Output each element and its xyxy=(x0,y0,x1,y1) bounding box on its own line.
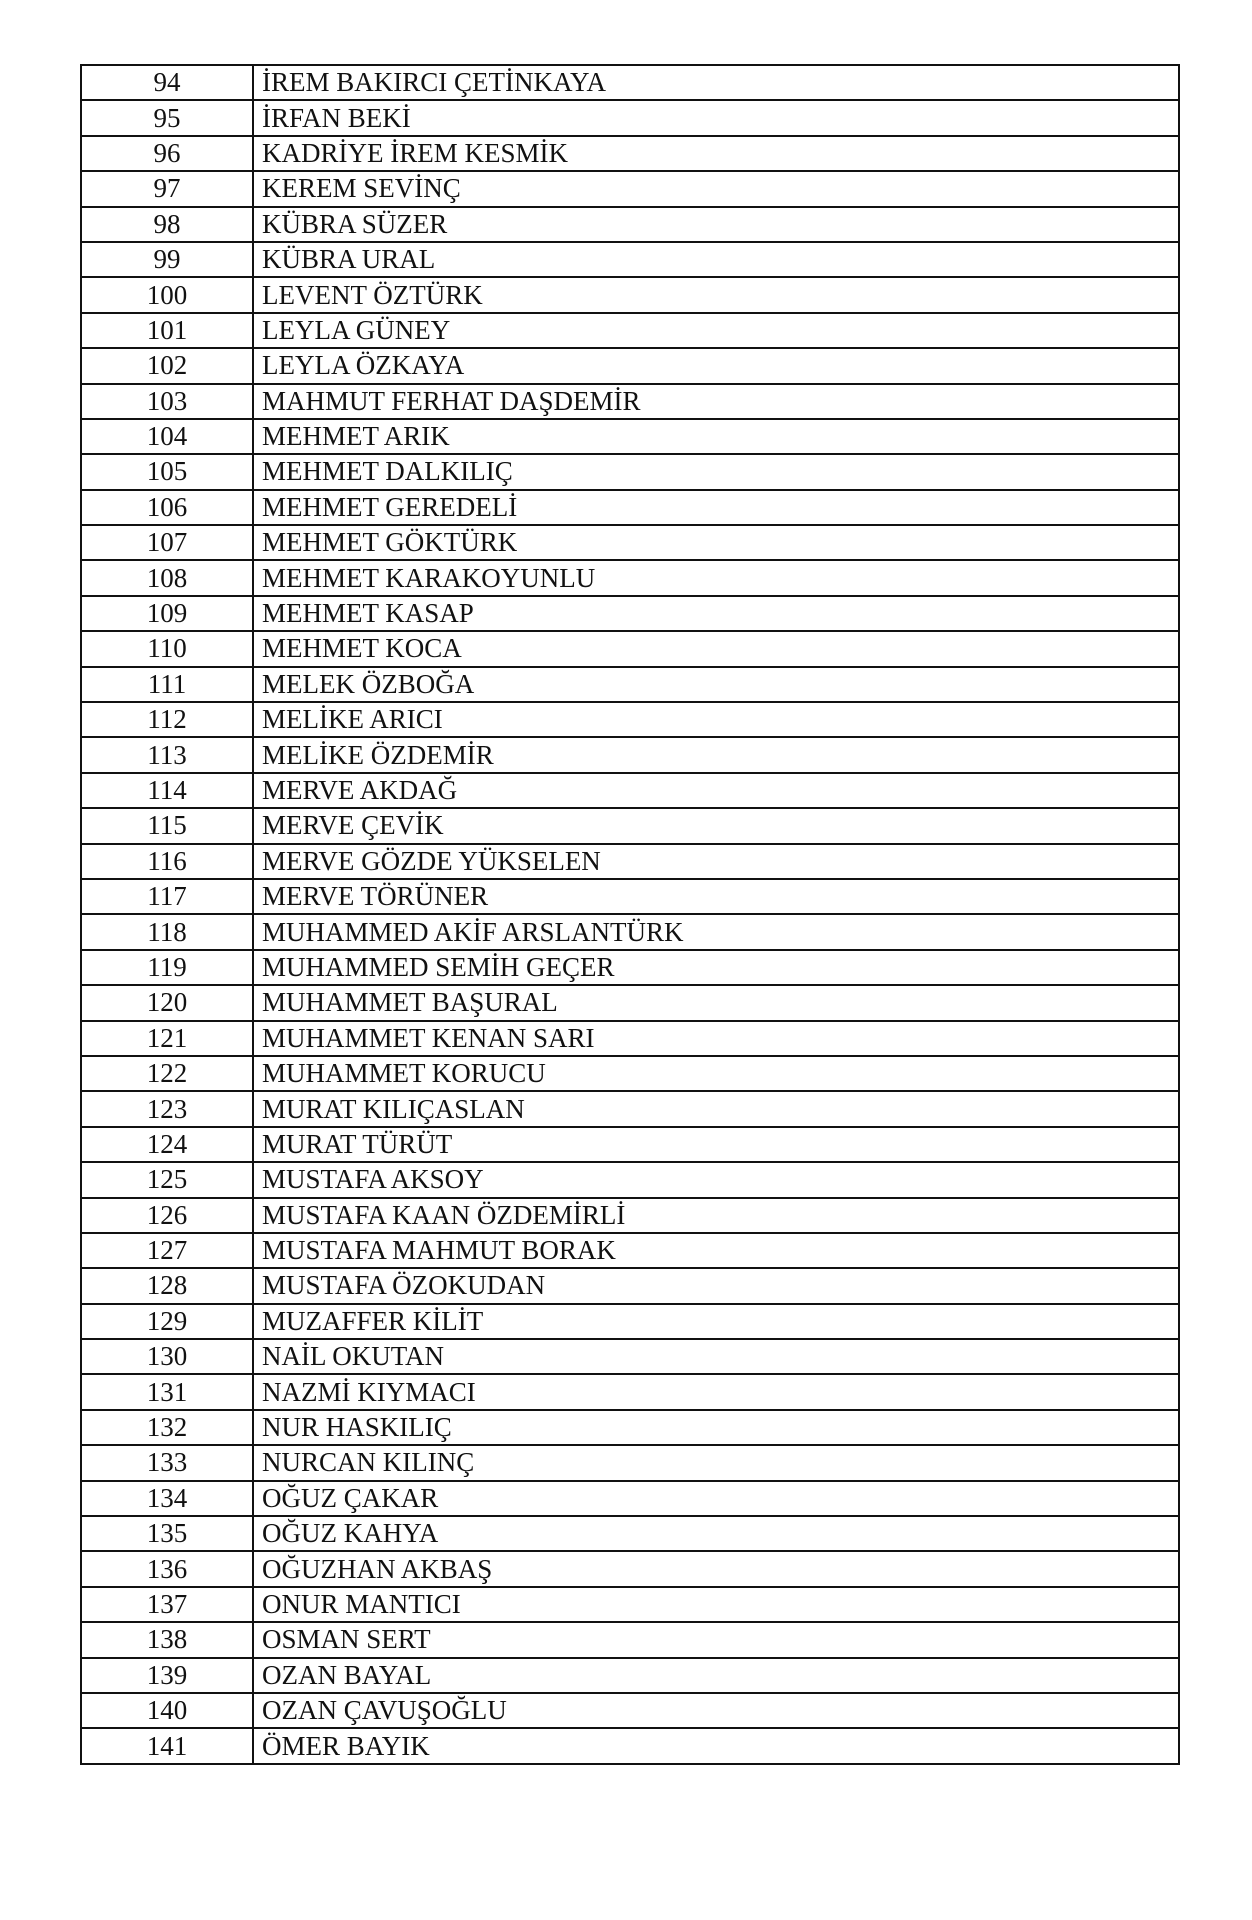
table-row xyxy=(81,277,1179,312)
row-number-cell: 97 xyxy=(81,171,253,206)
table-row xyxy=(81,702,1179,737)
row-number-cell: 127 xyxy=(81,1233,253,1268)
person-name-cell: NAZMİ KIYMACI xyxy=(253,1374,1179,1409)
row-number-cell: 107 xyxy=(81,525,253,560)
table-row xyxy=(81,667,1179,702)
row-number-cell: 98 xyxy=(81,207,253,242)
table-row xyxy=(81,1374,1179,1409)
row-number-cell: 115 xyxy=(81,808,253,843)
person-name-cell: MUSTAFA ÖZOKUDAN xyxy=(253,1268,1179,1303)
table-row xyxy=(81,985,1179,1020)
table-row xyxy=(81,242,1179,277)
row-number-cell: 136 xyxy=(81,1551,253,1586)
table-row xyxy=(81,914,1179,949)
person-name-cell: KEREM SEVİNÇ xyxy=(253,171,1179,206)
person-name-cell: MEHMET KARAKOYUNLU xyxy=(253,560,1179,595)
row-number-cell: 106 xyxy=(81,490,253,525)
row-number-cell: 140 xyxy=(81,1693,253,1728)
table-row xyxy=(81,1693,1179,1728)
row-number-cell: 132 xyxy=(81,1410,253,1445)
table-row xyxy=(81,1551,1179,1586)
table-row xyxy=(81,1516,1179,1551)
table-row xyxy=(81,1339,1179,1374)
row-number-cell: 114 xyxy=(81,773,253,808)
table-body xyxy=(81,65,1179,1764)
person-name-cell: OSMAN SERT xyxy=(253,1622,1179,1657)
person-name-cell: NAİL OKUTAN xyxy=(253,1339,1179,1374)
person-name-cell: MAHMUT FERHAT DAŞDEMİR xyxy=(253,384,1179,419)
row-number-cell: 95 xyxy=(81,100,253,135)
row-number-cell: 111 xyxy=(81,667,253,702)
person-name-cell: MUHAMMET KENAN SARI xyxy=(253,1021,1179,1056)
row-number-cell: 124 xyxy=(81,1127,253,1162)
row-number-cell: 135 xyxy=(81,1516,253,1551)
row-number-cell: 125 xyxy=(81,1162,253,1197)
row-number-cell: 133 xyxy=(81,1445,253,1480)
table-row xyxy=(81,1091,1179,1126)
person-name-cell: MERVE GÖZDE YÜKSELEN xyxy=(253,844,1179,879)
row-number-cell: 108 xyxy=(81,560,253,595)
person-name-cell: LEVENT ÖZTÜRK xyxy=(253,277,1179,312)
person-name-cell: MUSTAFA KAAN ÖZDEMİRLİ xyxy=(253,1198,1179,1233)
person-name-cell: MELİKE ARICI xyxy=(253,702,1179,737)
person-name-cell: KÜBRA URAL xyxy=(253,242,1179,277)
table-row xyxy=(81,171,1179,206)
person-name-cell: MEHMET GEREDELİ xyxy=(253,490,1179,525)
row-number-cell: 139 xyxy=(81,1658,253,1693)
table-row xyxy=(81,136,1179,171)
person-name-cell: MEHMET ARIK xyxy=(253,419,1179,454)
table-row xyxy=(81,1056,1179,1091)
name-list-table xyxy=(80,64,1180,1765)
row-number-cell: 110 xyxy=(81,631,253,666)
table-row xyxy=(81,384,1179,419)
row-number-cell: 116 xyxy=(81,844,253,879)
person-name-cell: MERVE TÖRÜNER xyxy=(253,879,1179,914)
table-row xyxy=(81,1481,1179,1516)
row-number-cell: 138 xyxy=(81,1622,253,1657)
person-name-cell: LEYLA GÜNEY xyxy=(253,313,1179,348)
row-number-cell: 99 xyxy=(81,242,253,277)
person-name-cell: KADRİYE İREM KESMİK xyxy=(253,136,1179,171)
table-row xyxy=(81,313,1179,348)
person-name-cell: MUHAMMED SEMİH GEÇER xyxy=(253,950,1179,985)
table-row xyxy=(81,65,1179,100)
row-number-cell: 141 xyxy=(81,1728,253,1763)
person-name-cell: NURCAN KILINÇ xyxy=(253,1445,1179,1480)
table-row xyxy=(81,419,1179,454)
table-row xyxy=(81,490,1179,525)
row-number-cell: 96 xyxy=(81,136,253,171)
table-row xyxy=(81,596,1179,631)
person-name-cell: MEHMET DALKILIÇ xyxy=(253,454,1179,489)
person-name-cell: NUR HASKILIÇ xyxy=(253,1410,1179,1445)
person-name-cell: MELİKE ÖZDEMİR xyxy=(253,737,1179,772)
table-row xyxy=(81,1021,1179,1056)
table-row xyxy=(81,525,1179,560)
row-number-cell: 109 xyxy=(81,596,253,631)
table-row xyxy=(81,879,1179,914)
table-row xyxy=(81,844,1179,879)
person-name-cell: MURAT TÜRÜT xyxy=(253,1127,1179,1162)
person-name-cell: MERVE AKDAĞ xyxy=(253,773,1179,808)
table-row xyxy=(81,100,1179,135)
row-number-cell: 101 xyxy=(81,313,253,348)
person-name-cell: MEHMET KASAP xyxy=(253,596,1179,631)
person-name-cell: MEHMET GÖKTÜRK xyxy=(253,525,1179,560)
person-name-cell: MERVE ÇEVİK xyxy=(253,808,1179,843)
person-name-cell: MUZAFFER KİLİT xyxy=(253,1304,1179,1339)
person-name-cell: OĞUZHAN AKBAŞ xyxy=(253,1551,1179,1586)
row-number-cell: 118 xyxy=(81,914,253,949)
row-number-cell: 117 xyxy=(81,879,253,914)
table-row xyxy=(81,773,1179,808)
row-number-cell: 130 xyxy=(81,1339,253,1374)
person-name-cell: MUHAMMED AKİF ARSLANTÜRK xyxy=(253,914,1179,949)
person-name-cell: OĞUZ KAHYA xyxy=(253,1516,1179,1551)
table-row xyxy=(81,1410,1179,1445)
person-name-cell: KÜBRA SÜZER xyxy=(253,207,1179,242)
person-name-cell: OĞUZ ÇAKAR xyxy=(253,1481,1179,1516)
person-name-cell: MELEK ÖZBOĞA xyxy=(253,667,1179,702)
row-number-cell: 121 xyxy=(81,1021,253,1056)
person-name-cell: MURAT KILIÇASLAN xyxy=(253,1091,1179,1126)
row-number-cell: 102 xyxy=(81,348,253,383)
table-row xyxy=(81,808,1179,843)
row-number-cell: 123 xyxy=(81,1091,253,1126)
person-name-cell: MEHMET KOCA xyxy=(253,631,1179,666)
table-row xyxy=(81,1622,1179,1657)
table-row xyxy=(81,1728,1179,1763)
table-row xyxy=(81,1198,1179,1233)
table-row xyxy=(81,1658,1179,1693)
table-row xyxy=(81,207,1179,242)
table-row xyxy=(81,631,1179,666)
table-row xyxy=(81,950,1179,985)
person-name-cell: MUSTAFA AKSOY xyxy=(253,1162,1179,1197)
row-number-cell: 128 xyxy=(81,1268,253,1303)
table-row xyxy=(81,348,1179,383)
table-row xyxy=(81,1268,1179,1303)
row-number-cell: 105 xyxy=(81,454,253,489)
row-number-cell: 126 xyxy=(81,1198,253,1233)
person-name-cell: MUHAMMET BAŞURAL xyxy=(253,985,1179,1020)
table-row xyxy=(81,1304,1179,1339)
row-number-cell: 137 xyxy=(81,1587,253,1622)
table-row xyxy=(81,1587,1179,1622)
table-row xyxy=(81,737,1179,772)
person-name-cell: MUSTAFA MAHMUT BORAK xyxy=(253,1233,1179,1268)
person-name-cell: ÖMER BAYIK xyxy=(253,1728,1179,1763)
row-number-cell: 103 xyxy=(81,384,253,419)
table-row xyxy=(81,1445,1179,1480)
person-name-cell: MUHAMMET KORUCU xyxy=(253,1056,1179,1091)
row-number-cell: 113 xyxy=(81,737,253,772)
person-name-cell: OZAN ÇAVUŞOĞLU xyxy=(253,1693,1179,1728)
table-row xyxy=(81,1127,1179,1162)
row-number-cell: 94 xyxy=(81,65,253,100)
person-name-cell: ONUR MANTICI xyxy=(253,1587,1179,1622)
person-name-cell: LEYLA ÖZKAYA xyxy=(253,348,1179,383)
row-number-cell: 129 xyxy=(81,1304,253,1339)
row-number-cell: 104 xyxy=(81,419,253,454)
row-number-cell: 131 xyxy=(81,1374,253,1409)
person-name-cell: OZAN BAYAL xyxy=(253,1658,1179,1693)
row-number-cell: 100 xyxy=(81,277,253,312)
row-number-cell: 122 xyxy=(81,1056,253,1091)
table-row xyxy=(81,560,1179,595)
row-number-cell: 112 xyxy=(81,702,253,737)
table-row xyxy=(81,1162,1179,1197)
table-row xyxy=(81,1233,1179,1268)
row-number-cell: 120 xyxy=(81,985,253,1020)
person-name-cell: İREM BAKIRCI ÇETİNKAYA xyxy=(253,65,1179,100)
row-number-cell: 119 xyxy=(81,950,253,985)
table-row xyxy=(81,454,1179,489)
row-number-cell: 134 xyxy=(81,1481,253,1516)
person-name-cell: İRFAN BEKİ xyxy=(253,100,1179,135)
